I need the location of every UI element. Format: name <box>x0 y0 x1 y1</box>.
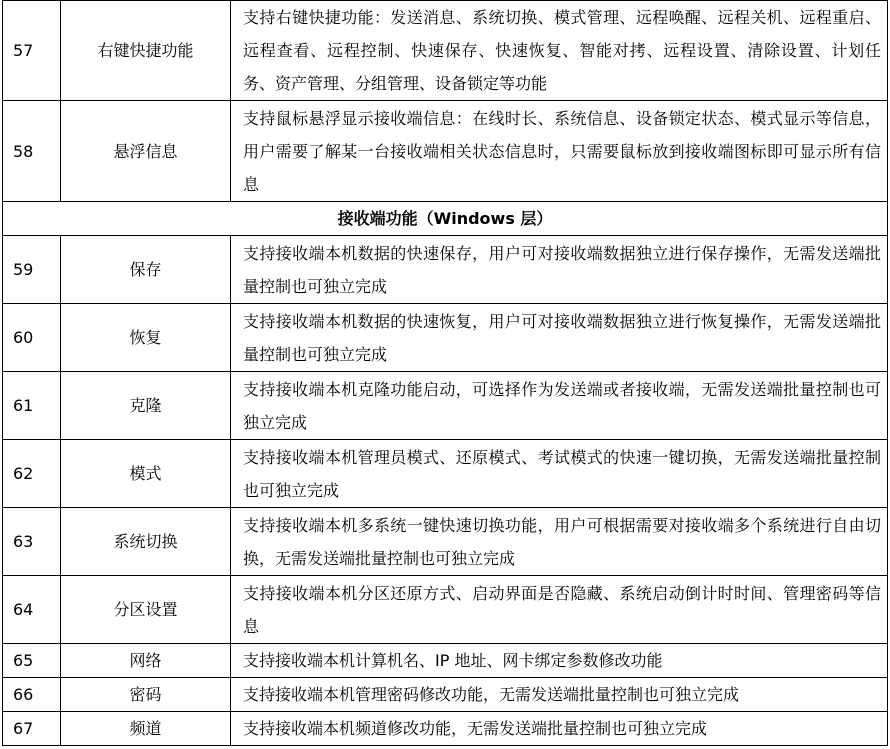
table-row <box>3 236 888 304</box>
feature-description: 支持鼠标悬浮显示接收端信息：在线时长、系统信息、设备锁定状态、模式显示等信息，用户需要了解某一台接收端相关状态信息时，只需要鼠标放到接收端图标即可显示所有信息 <box>231 101 888 202</box>
feature-name: 保存 <box>61 236 231 304</box>
table-row <box>3 304 888 372</box>
row-number: 65 <box>3 644 61 678</box>
table-row <box>3 1 888 101</box>
section-title: 接收端功能（Windows 层） <box>3 202 888 236</box>
row-number: 64 <box>3 576 61 644</box>
row-number: 59 <box>3 236 61 304</box>
feature-name: 右键快捷功能 <box>61 1 231 101</box>
row-number: 63 <box>3 508 61 576</box>
row-number: 58 <box>3 101 61 202</box>
table-row <box>3 644 888 678</box>
table-row <box>3 576 888 644</box>
feature-name: 系统切换 <box>61 508 231 576</box>
feature-description: 支持接收端本机数据的快速保存，用户可对接收端数据独立进行保存操作，无需发送端批量控制也可独立完成 <box>231 236 888 304</box>
table-row <box>3 508 888 576</box>
feature-description: 支持接收端本机多系统一键快速切换功能，用户可根据需要对接收端多个系统进行自由切换，无需发送端批量控制也可独立完成 <box>231 508 888 576</box>
feature-name: 分区设置 <box>61 576 231 644</box>
feature-name: 模式 <box>61 440 231 508</box>
section-header-row <box>3 202 888 236</box>
row-number: 60 <box>3 304 61 372</box>
feature-name: 网络 <box>61 644 231 678</box>
feature-description: 支持右键快捷功能：发送消息、系统切换、模式管理、远程唤醒、远程关机、远程重启、远程查看、远程控制、快速保存、快速恢复、智能对拷、远程设置、清除设置、计划任务、资产管理、分组管理、设备锁定等功能 <box>231 1 888 101</box>
feature-description: 支持接收端本机克隆功能启动，可选择作为发送端或者接收端，无需发送端批量控制也可独立完成 <box>231 372 888 440</box>
table-row <box>3 440 888 508</box>
feature-name: 频道 <box>61 712 231 746</box>
feature-description: 支持接收端本机数据的快速恢复，用户可对接收端数据独立进行恢复操作，无需发送端批量控制也可独立完成 <box>231 304 888 372</box>
feature-name: 悬浮信息 <box>61 101 231 202</box>
table-row <box>3 372 888 440</box>
feature-description: 支持接收端本机分区还原方式、启动界面是否隐藏、系统启动倒计时时间、管理密码等信息 <box>231 576 888 644</box>
feature-name: 克隆 <box>61 372 231 440</box>
feature-table <box>2 0 888 746</box>
feature-description: 支持接收端本机计算机名、IP 地址、网卡绑定参数修改功能 <box>231 644 888 678</box>
row-number: 61 <box>3 372 61 440</box>
top-rows <box>3 1 888 236</box>
row-number: 62 <box>3 440 61 508</box>
bottom-rows <box>3 236 888 746</box>
feature-description: 支持接收端本机管理密码修改功能，无需发送端批量控制也可独立完成 <box>231 678 888 712</box>
feature-name: 密码 <box>61 678 231 712</box>
feature-description: 支持接收端本机频道修改功能，无需发送端批量控制也可独立完成 <box>231 712 888 746</box>
feature-description: 支持接收端本机管理员模式、还原模式、考试模式的快速一键切换，无需发送端批量控制也可独立完成 <box>231 440 888 508</box>
row-number: 67 <box>3 712 61 746</box>
row-number: 57 <box>3 1 61 101</box>
feature-name: 恢复 <box>61 304 231 372</box>
row-number: 66 <box>3 678 61 712</box>
table-row <box>3 678 888 712</box>
table-row <box>3 712 888 746</box>
table-row <box>3 101 888 202</box>
